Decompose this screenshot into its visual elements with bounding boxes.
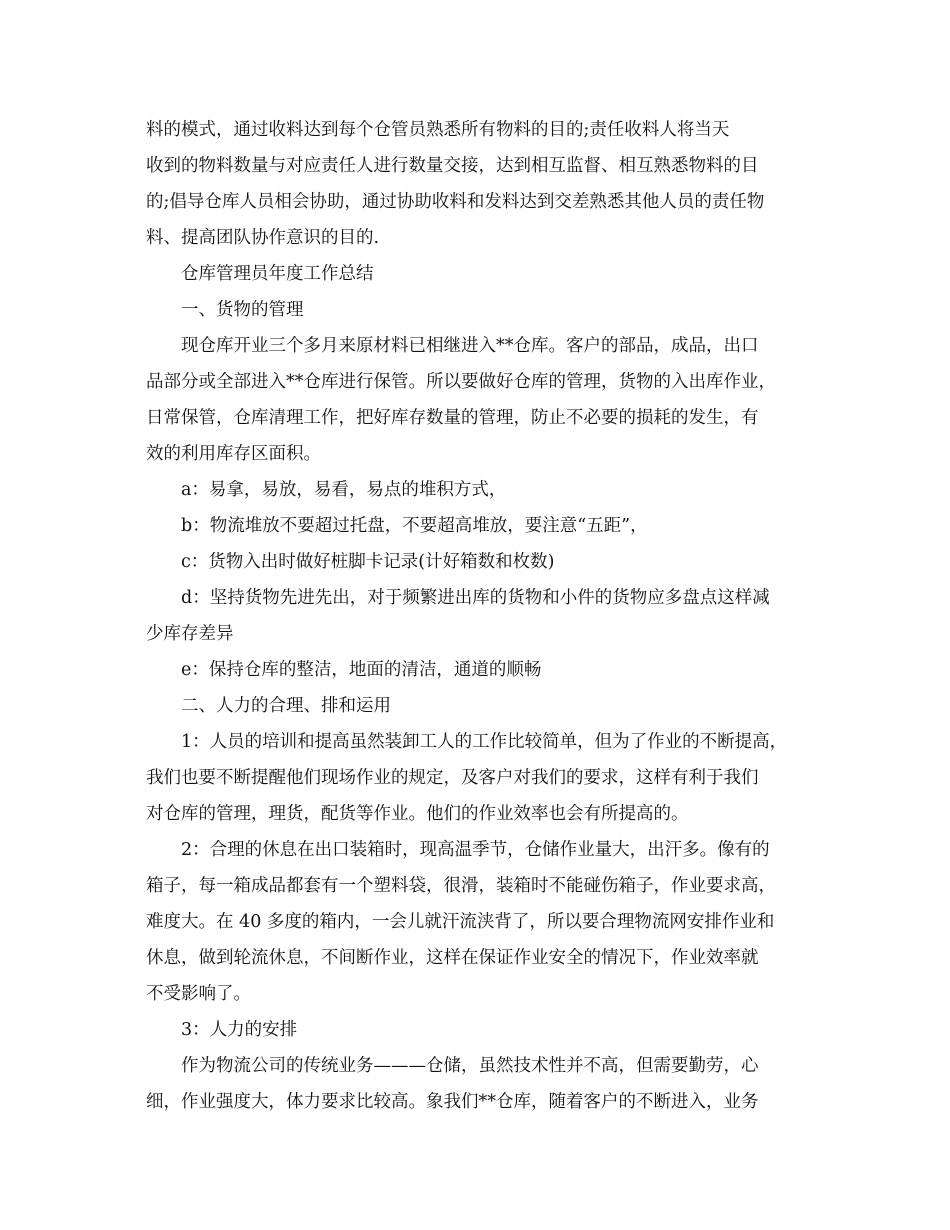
list-item: a：易拿，易放，易看，易点的堆积方式， — [181, 480, 507, 500]
text-line: 日常保管，仓库清理工作，把好库存数量的管理，防止不必要的损耗的发生，有 — [146, 408, 759, 428]
text-line: 品部分或全部进入**仓库进行保管。所以要做好仓库的管理，货物的入出库作业， — [146, 372, 776, 392]
text-line: 对仓库的管理，理货，配货等作业。他们的作业效率也会有所提高的。 — [146, 804, 689, 824]
text-line: 料、提高团队协作意识的目的. — [146, 228, 380, 248]
text-line: 1：人员的培训和提高虽然装卸工人的工作比较简单，但为了作业的不断提高， — [181, 732, 788, 752]
section-heading: 3：人力的安排 — [181, 1020, 298, 1040]
text-line: 我们也要不断提醒他们现场作业的规定，及客户对我们的要求，这样有利于我们 — [146, 768, 759, 788]
list-item: b：物流堆放不要超过托盘，不要超高堆放，要注意“五距”， — [181, 516, 648, 536]
text-line: 箱子，每一箱成品都套有一个塑料袋，很滑，装箱时不能碰伤箱子，作业要求高， — [146, 876, 776, 896]
text-line: 难度大。在 40 多度的箱内，一会儿就汗流浃背了，所以要合理物流网安排作业和 — [146, 912, 775, 932]
text-line: 料的模式，通过收料达到每个仓管员熟悉所有物料的目的;责任收料人将当天 — [146, 120, 730, 140]
text-line: 休息，做到轮流休息，不间断作业，这样在保证作业安全的情况下，作业效率就 — [146, 948, 759, 968]
text-line: 少库存差异 — [146, 624, 234, 644]
text-line: 的;倡导仓库人员相会协助，通过协助收料和发料达到交差熟悉其他人员的责任物 — [146, 192, 765, 212]
text-line: 现仓库开业三个多月来原材料已相继进入**仓库。客户的部品，成品，出口 — [181, 336, 759, 356]
list-item: e：保持仓库的整洁，地面的清洁，通道的顺畅 — [181, 660, 542, 680]
text-line: 作为物流公司的传统业务———仓储，虽然技术性并不高，但需要勤劳，心 — [181, 1056, 759, 1076]
text-line: 2：合理的休息在出口装箱时，现高温季节，仓储作业量大，出汗多。像有的 — [181, 840, 770, 860]
text-line: 效的利用库存区面积。 — [146, 444, 321, 464]
text-line: 不受影响了。 — [146, 984, 251, 1004]
text-line: 细，作业强度大，体力要求比较高。象我们**仓库，随着客户的不断进入，业务 — [146, 1092, 759, 1112]
list-item: c：货物入出时做好桩脚卡记录(计好箱数和枚数) — [181, 552, 555, 572]
section-title: 仓库管理员年度工作总结 — [181, 264, 374, 284]
text-line: 收到的物料数量与对应责任人进行数量交接，达到相互监督、相互熟悉物料的目 — [146, 156, 759, 176]
section-heading: 二、人力的合理、排和运用 — [181, 696, 391, 716]
list-item: d：坚持货物先进先出，对于频繁进出库的货物和小件的货物应多盘点这样减 — [181, 588, 770, 608]
section-heading: 一、货物的管理 — [181, 300, 304, 320]
